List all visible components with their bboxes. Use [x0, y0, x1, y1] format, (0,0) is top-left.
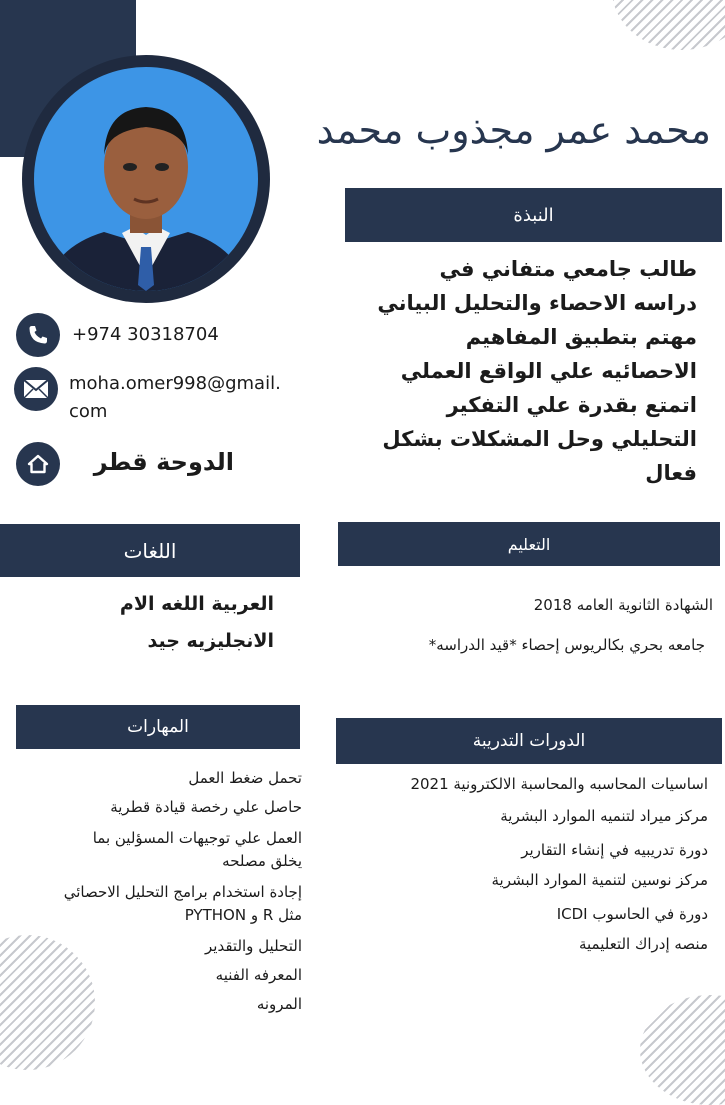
about-line: دراسه الاحصاء والتحليل البياني: [377, 291, 697, 315]
skill-item: العمل علي توجيهات المسؤلين بما: [92, 829, 302, 847]
course-item: مركز نوسين لتنمية الموارد البشرية: [491, 871, 708, 889]
about-line: التحليلي وحل المشكلات بشكل: [382, 427, 697, 451]
skills-title: المهارات: [127, 717, 189, 737]
languages-title: اللغات: [123, 538, 177, 563]
striped-circle-top: [612, 0, 725, 50]
skill-item: مثل R و PYTHON: [184, 906, 302, 924]
email-address[interactable]: [69, 370, 281, 426]
language-item: الانجليزيه جيد: [147, 630, 274, 652]
mail-icon: [14, 367, 58, 411]
skill-item: يخلق مصلحه: [222, 852, 302, 870]
course-item: دورة تدريبيه في إنشاء التقارير: [521, 841, 708, 859]
candidate-name: محمد عمر مجذوب محمد: [316, 108, 711, 152]
about-header-bar: [345, 188, 722, 242]
skill-item: حاصل علي رخصة قيادة قطرية: [110, 798, 302, 816]
home-icon: [16, 442, 60, 486]
skill-item: تحمل ضغط العمل: [188, 769, 302, 787]
email-line: com: [69, 401, 108, 422]
about-text: [347, 252, 697, 490]
phone-number[interactable]: +974 30318704: [72, 324, 219, 345]
striped-circle-bottom-right: [640, 995, 725, 1105]
about-line: الاحصائيه علي الواقع العملي: [400, 359, 697, 383]
about-line: مهتم بتطبيق المفاهيم: [465, 325, 697, 349]
about-line: اتمتع بقدرة علي التفكير: [446, 393, 697, 417]
email-line: moha.omer998@gmail.: [69, 373, 281, 394]
course-item: دورة في الحاسوب ICDI: [556, 905, 708, 923]
skill-item: المعرفه الفنيه: [215, 966, 302, 984]
skill-item: المرونه: [256, 995, 302, 1013]
about-line: طالب جامعي متفاني في: [439, 257, 697, 281]
person-portrait: [34, 67, 258, 291]
skills-list: [20, 767, 302, 1016]
skill-item: التحليل والتقدير: [205, 937, 302, 955]
about-title: النبذة: [513, 204, 554, 226]
profile-photo-frame: [22, 55, 270, 303]
courses-title: الدورات التدريبة: [472, 731, 586, 751]
course-item: منصه إدراك التعليمية: [578, 935, 708, 953]
about-line: فعال: [645, 461, 697, 485]
courses-list: [340, 775, 708, 953]
course-item: مركز ميراد لتنميه الموارد البشرية: [500, 807, 708, 825]
education-item: جامعه بحري بكالريوس إحصاء *قيد الدراسه*: [428, 636, 705, 654]
languages-header-bar: [0, 524, 300, 577]
education-title: التعليم: [507, 534, 551, 554]
skill-item: إجادة استخدام برامج التحليل الاحصائي: [63, 883, 302, 901]
phone-icon: [16, 313, 60, 357]
location-text: الدوحة قطر: [93, 448, 234, 476]
education-list: [345, 596, 713, 654]
education-item: الشهادة الثانوية العامه 2018: [533, 596, 713, 614]
education-header-bar: [338, 522, 720, 566]
languages-list: [40, 593, 274, 652]
language-item: العربية اللغه الام: [119, 593, 274, 615]
course-item: اساسيات المحاسبه والمحاسبة الالكترونية 2021: [410, 775, 708, 793]
skills-header-bar: [16, 705, 300, 749]
courses-header-bar: [336, 718, 722, 764]
profile-photo: [34, 67, 258, 291]
